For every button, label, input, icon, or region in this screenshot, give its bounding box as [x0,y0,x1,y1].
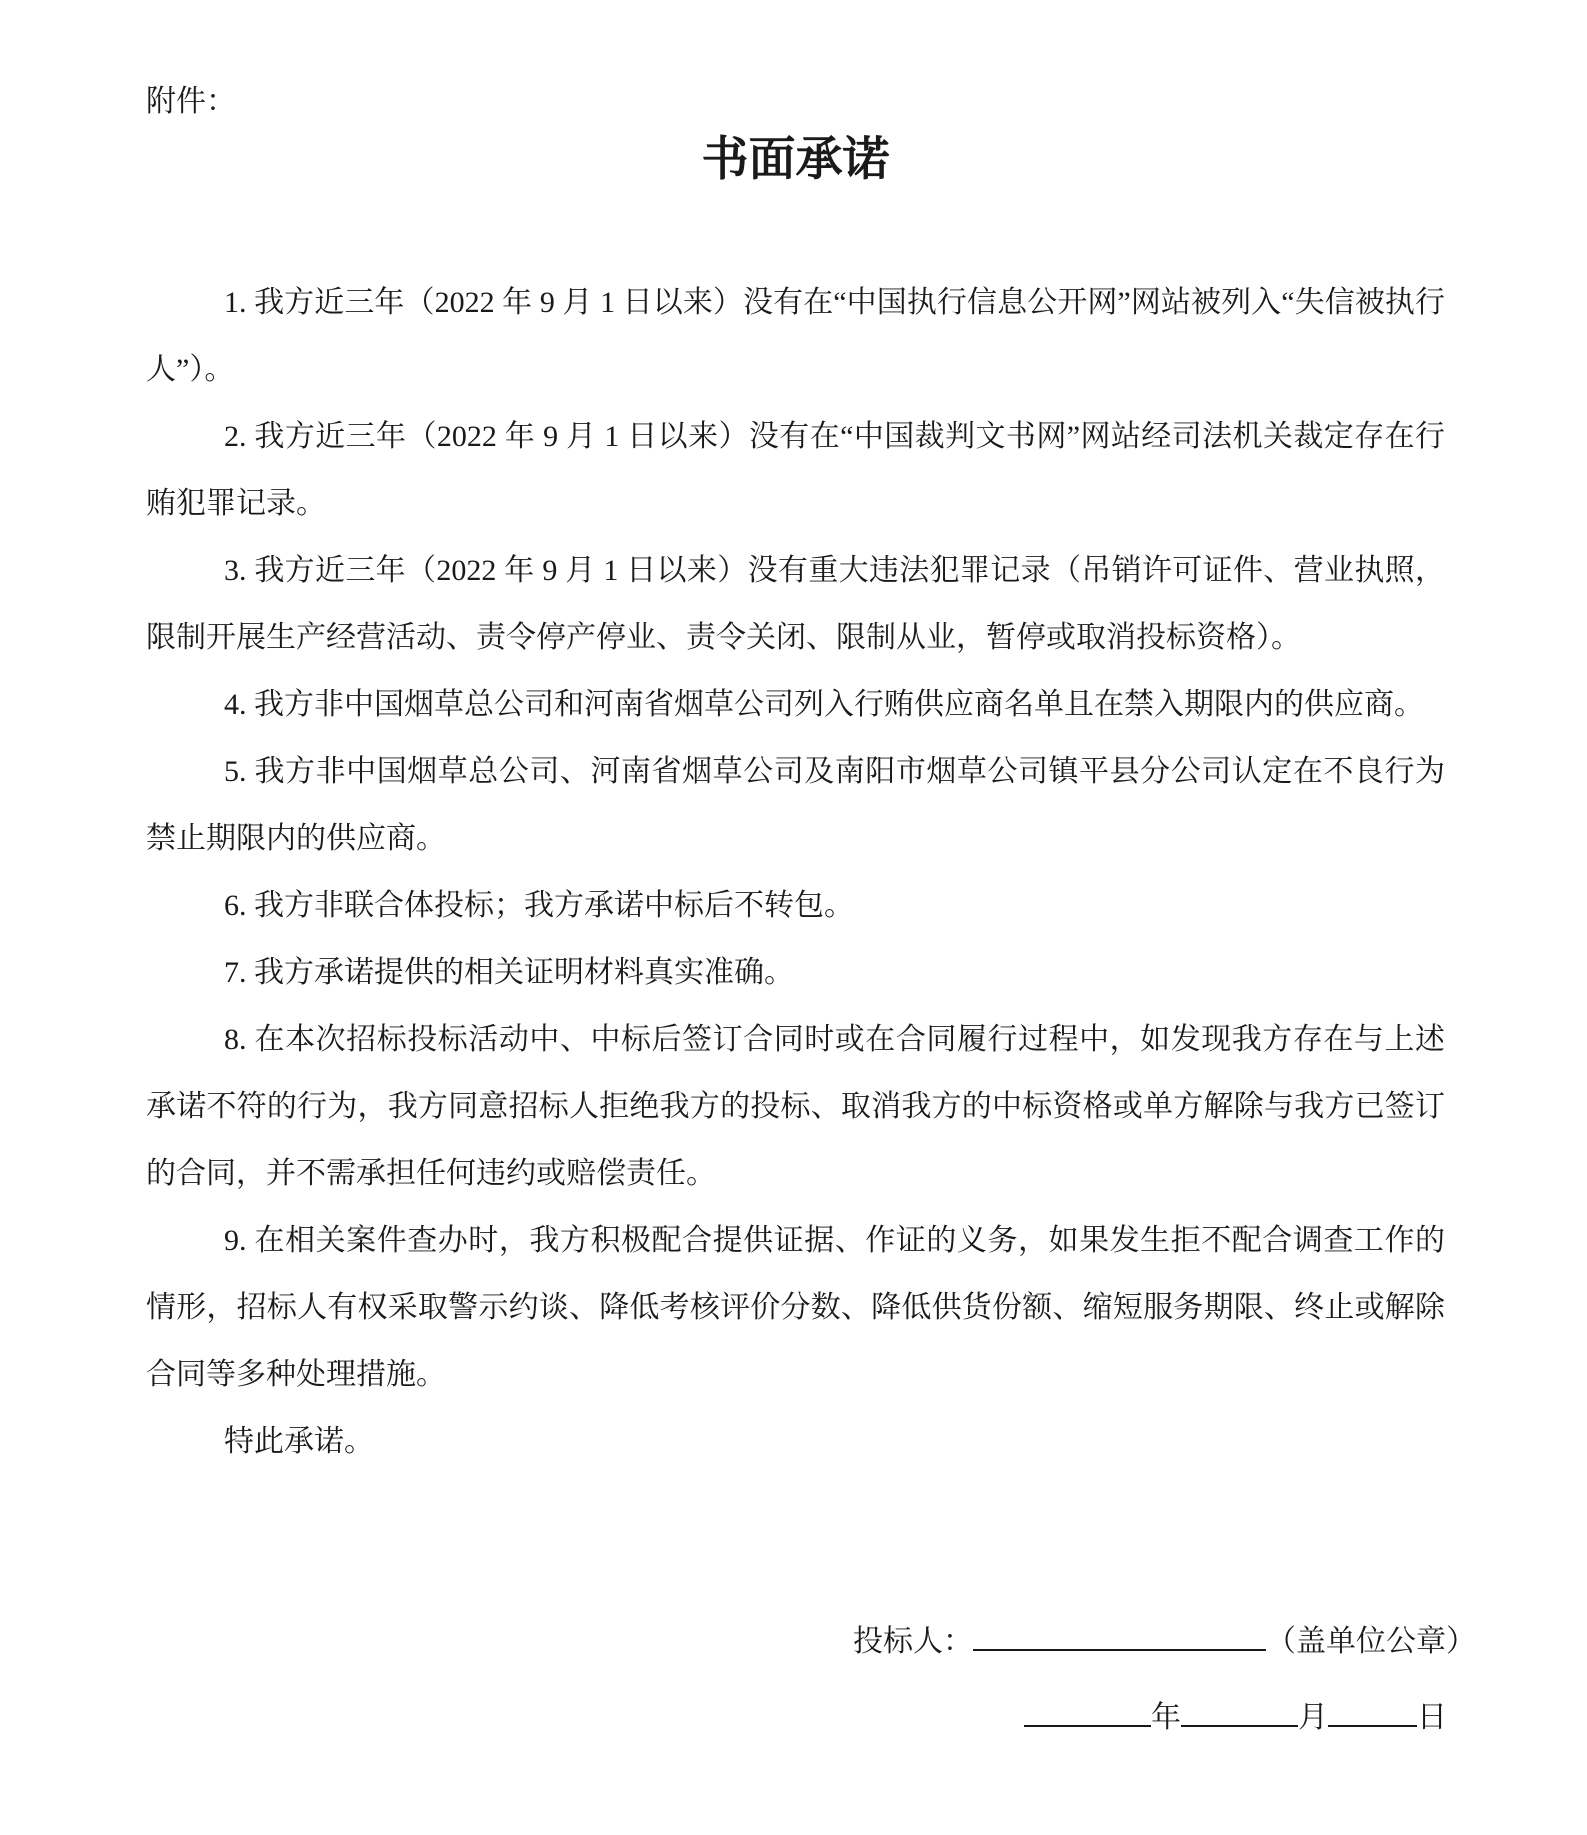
commitment-item-6: 6. 我方非联合体投标；我方承诺中标后不转包。 [224,889,854,922]
bidder-signature-row [853,1622,1476,1662]
closing-statement: 特此承诺。 [224,1425,374,1458]
commitment-item-3: 3. 我方近三年（2022 年 9 月 1 日以来）没有重大违法犯罪记录（吊销许可证件、营业执照，限制开展生产经营活动、责令停产停业、责令关闭、限制从业，暂停或取消投标资格）。 [146,554,1445,654]
seal-note: （盖单位公章） [1266,1625,1476,1658]
date-row [1024,1698,1447,1738]
month-blank [1181,1721,1298,1727]
year-label: 年 [1151,1701,1181,1734]
commitment-item-8: 8. 在本次招标投标活动中、中标后签订合同时或在合同履行过程中，如发现我方存在与上述承诺不符的行为，我方同意招标人拒绝我方的投标、取消我方的中标资格或单方解除与我方已签订的合同，并不需承担任何违约或赔偿责任。 [146,1023,1445,1190]
commitment-item-9: 9. 在相关案件查办时，我方积极配合提供证据、作证的义务，如果发生拒不配合调查工作的情形，招标人有权采取警示约谈、降低考核评价分数、降低供货份额、缩短服务期限、终止或解除合同等多种处理措施。 [146,1224,1445,1391]
commitment-item-4: 4. 我方非中国烟草总公司和河南省烟草公司列入行贿供应商名单且在禁入期限内的供应商。 [224,688,1424,721]
day-label: 日 [1417,1701,1447,1734]
document-body [146,269,1445,1475]
document-title: 书面承诺 [701,134,890,186]
commitment-item-5: 5. 我方非中国烟草总公司、河南省烟草公司及南阳市烟草公司镇平县分公司认定在不良行为禁止期限内的供应商。 [146,755,1445,855]
commitment-item-2: 2. 我方近三年（2022 年 9 月 1 日以来）没有在“中国裁判文书网”网站经司法机关裁定存在行贿犯罪记录。 [146,420,1445,520]
bidder-name-blank [973,1645,1266,1651]
year-blank [1024,1721,1151,1727]
commitment-item-7: 7. 我方承诺提供的相关证明材料真实准确。 [224,956,794,989]
bidder-label: 投标人： [853,1625,973,1658]
day-blank [1328,1721,1417,1727]
month-label: 月 [1298,1701,1328,1734]
commitment-item-1: 1. 我方近三年（2022 年 9 月 1 日以来）没有在“中国执行信息公开网”网站被列入“失信被执行人”）。 [146,286,1445,386]
attachment-label: 附件： [146,85,236,118]
